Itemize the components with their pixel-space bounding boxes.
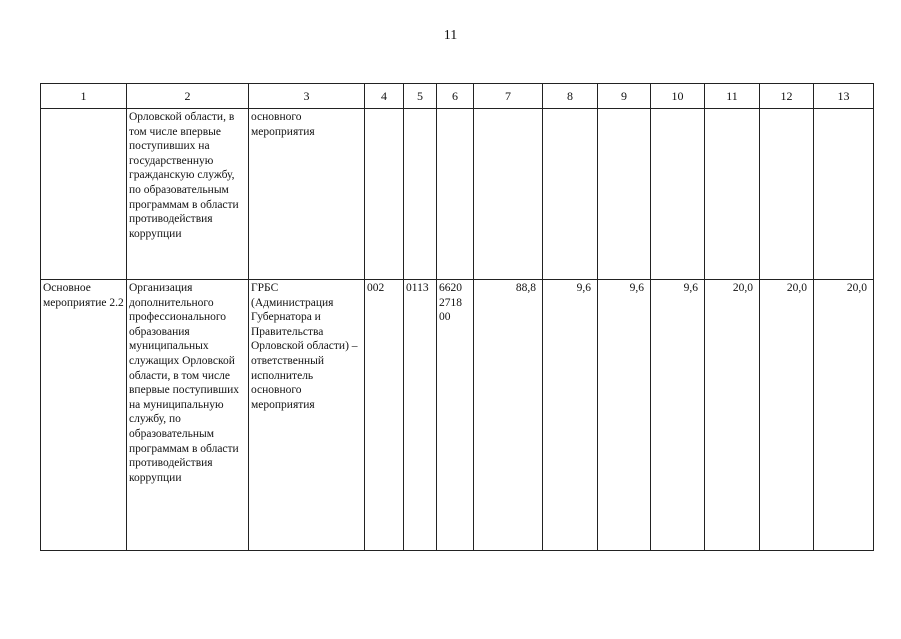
cell-total: 88,8 (474, 280, 543, 551)
cell-year-11 (705, 109, 760, 280)
cell-year-11: 20,0 (705, 280, 760, 551)
cell-year-13: 20,0 (814, 280, 874, 551)
cell-grbs-code (365, 109, 404, 280)
header-cell-8: 8 (543, 84, 598, 109)
header-cell-6: 6 (437, 84, 474, 109)
cell-year-10 (651, 109, 705, 280)
header-cell-11: 11 (705, 84, 760, 109)
header-cell-7: 7 (474, 84, 543, 109)
cell-year-13 (814, 109, 874, 280)
cell-year-8: 9,6 (543, 280, 598, 551)
header-cell-3: 3 (249, 84, 365, 109)
cell-total (474, 109, 543, 280)
cell-target-code (437, 109, 474, 280)
header-cell-13: 13 (814, 84, 874, 109)
program-table (40, 83, 874, 551)
table-row (41, 280, 874, 551)
header-row (41, 84, 874, 109)
header-cell-5: 5 (404, 84, 437, 109)
table-row (41, 109, 874, 280)
cell-executor: ГРБС (Администрация Губернатора и Правительства Орловской области) – ответственный исполнитель основного мероприятия (249, 280, 365, 551)
header-cell-1: 1 (41, 84, 127, 109)
header-cell-2: 2 (127, 84, 249, 109)
cell-year-9: 9,6 (598, 280, 651, 551)
cell-target-code: 6620 2718 00 (437, 280, 474, 551)
cell-section-code: 0113 (404, 280, 437, 551)
cell-year-9 (598, 109, 651, 280)
page-number: 11 (443, 28, 458, 43)
header-cell-10: 10 (651, 84, 705, 109)
header-cell-4: 4 (365, 84, 404, 109)
cell-name (41, 109, 127, 280)
cell-year-12 (760, 109, 814, 280)
cell-section-code (404, 109, 437, 280)
cell-name: Основное мероприятие 2.2 (41, 280, 127, 551)
cell-description: Организация дополнительного профессионального образования муниципальных служащих Орловской области, в том числе впервые поступивших на муниципальную службу, по образовательным программам в области противодействия коррупции (127, 280, 249, 551)
cell-year-10: 9,6 (651, 280, 705, 551)
cell-description: Орловской области, в том числе впервые поступивших на государственную гражданскую службу, по образовательным программам в области противодействия коррупции (127, 109, 249, 280)
cell-year-12: 20,0 (760, 280, 814, 551)
cell-year-8 (543, 109, 598, 280)
header-cell-12: 12 (760, 84, 814, 109)
cell-executor: основного мероприятия (249, 109, 365, 280)
cell-grbs-code: 002 (365, 280, 404, 551)
header-cell-9: 9 (598, 84, 651, 109)
